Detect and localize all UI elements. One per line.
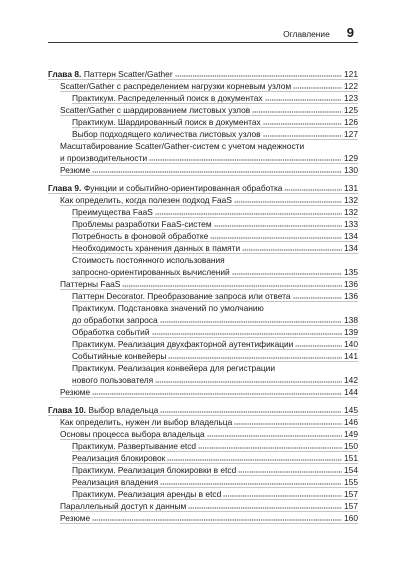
subsection-entry [72, 92, 358, 104]
dot-leader [188, 507, 342, 509]
dot-leader [263, 135, 342, 137]
chapter-title: Выбор владельца [88, 405, 159, 415]
page-number: 136 [344, 279, 358, 289]
entry-title: Паттерн Decorator. Преобразование запроса или ответа [72, 291, 291, 301]
section-entry [60, 386, 358, 398]
entry-title: Событийные конвейеры [72, 351, 167, 361]
subsection-entry [72, 476, 358, 488]
entry-title: Реализация блокировок [72, 453, 166, 463]
entry-line [60, 194, 358, 206]
dot-leader [207, 435, 342, 437]
entry-line [72, 314, 358, 326]
chapter-block [48, 404, 358, 524]
page-number: 126 [344, 117, 358, 127]
page-number: 157 [344, 489, 358, 499]
entry-line [60, 512, 358, 524]
entry-line [72, 230, 358, 242]
entry-line [72, 116, 358, 128]
dot-leader [293, 87, 342, 89]
subsection-entry [72, 230, 358, 242]
entry-title: Практикум. Распределенный поиск в документах [72, 93, 263, 103]
dot-leader [210, 237, 342, 239]
chapter-entry [48, 404, 358, 416]
entry-title: Практикум. Реализация двухфакторной аутентификации [72, 339, 294, 349]
entry-line [72, 254, 358, 266]
dot-leader [92, 393, 342, 395]
entry-line [60, 500, 358, 512]
page-number: 131 [344, 183, 358, 193]
page-number: 139 [344, 327, 358, 337]
section-entry [60, 416, 358, 428]
page-number: 138 [344, 315, 358, 325]
dot-leader [295, 345, 342, 347]
entry-line [72, 92, 358, 104]
chapter-block [48, 68, 358, 176]
page-number: 133 [344, 219, 358, 229]
entry-title: Масштабирование Scatter/Gather-систем с учетом надежности [60, 141, 305, 151]
entry-line [72, 128, 358, 140]
page-number: 155 [344, 477, 358, 487]
page-number: 130 [344, 165, 358, 175]
page-number: 142 [344, 375, 358, 385]
page-number: 141 [344, 351, 358, 361]
subsection-entry [72, 326, 358, 338]
entry-title: Преимущества FaaS [72, 207, 153, 217]
dot-leader [152, 333, 343, 335]
section-entry [60, 164, 358, 176]
entry-title: Выбор подходящего количества листовых узлов [72, 129, 261, 139]
page-number: 125 [344, 105, 358, 115]
entry-line [60, 104, 358, 116]
dot-leader [122, 285, 342, 287]
section-entry [60, 140, 358, 164]
subsection-entry [72, 452, 358, 464]
page-number: 134 [344, 231, 358, 241]
page-number: 157 [344, 501, 358, 511]
dot-leader [92, 519, 342, 521]
entry-line [72, 452, 358, 464]
subsection-entry [72, 302, 358, 326]
subsection-entry [72, 116, 358, 128]
entry-line [72, 326, 358, 338]
chapter-title: Паттерн Scatter/Gather [83, 69, 173, 79]
dot-leader [92, 171, 342, 173]
entry-title: Паттерны FaaS [60, 279, 121, 289]
entry-title: Как определить, нужен ли выбор владельца [60, 417, 233, 427]
entry-title: Как определить, когда полезен подход FaaS [60, 195, 232, 205]
page-number: 160 [344, 513, 358, 523]
entry-title: Scatter/Gather с шардированием листовых узлов [60, 105, 251, 115]
dot-leader [284, 189, 342, 191]
page-number: 122 [344, 81, 358, 91]
entry-line [72, 302, 358, 314]
dot-leader [263, 123, 342, 125]
page-number: 134 [344, 243, 358, 253]
entry-line [60, 386, 358, 398]
page-number-header: 9 [346, 25, 354, 40]
entry-title: Резюме [60, 165, 91, 175]
entry-title: Практикум. Реализация аренды в etcd [72, 489, 222, 499]
entry-title: запросно-ориентированных вычислений [72, 267, 230, 277]
dot-leader [160, 411, 342, 413]
dot-leader [293, 297, 342, 299]
entry-line [72, 242, 358, 254]
entry-title: Резюме [60, 387, 91, 397]
dot-leader [242, 249, 342, 251]
entry-title: нового пользователя [72, 375, 154, 385]
entry-line [48, 68, 358, 80]
subsection-entry [72, 362, 358, 386]
dot-leader [265, 99, 342, 101]
chapter-label: Глава 9. [48, 183, 82, 193]
entry-title: Практикум. Реализация конвейера для регистрации [72, 363, 276, 373]
dot-leader [155, 213, 342, 215]
page-number: 150 [344, 441, 358, 451]
entry-title: Потребность в фоновой обработке [72, 231, 209, 241]
page-number: 129 [344, 153, 358, 163]
entry-line [60, 80, 358, 92]
subsection-entry [72, 242, 358, 254]
chapter-entry [48, 182, 358, 194]
dot-leader [238, 471, 342, 473]
entry-line [72, 206, 358, 218]
dot-leader [160, 321, 342, 323]
section-entry [60, 500, 358, 512]
page-header [48, 25, 358, 43]
entry-line [72, 350, 358, 362]
entry-title: Реализация владения [72, 477, 159, 487]
section-entry [60, 278, 358, 290]
page-number: 132 [344, 195, 358, 205]
entry-line [60, 152, 358, 164]
page-number: 121 [344, 69, 358, 79]
entry-title: и производительности [60, 153, 148, 163]
entry-line [72, 338, 358, 350]
entry-title: Scatter/Gather с распределением нагрузки корневым узлом [60, 81, 292, 91]
page-number: 135 [344, 267, 358, 277]
dot-leader [155, 381, 342, 383]
entry-title: Практикум. Шардированный поиск в документах [72, 117, 261, 127]
entry-line [72, 476, 358, 488]
entry-line [72, 464, 358, 476]
subsection-entry [72, 440, 358, 452]
chapter-entry [48, 68, 358, 80]
entry-line [60, 164, 358, 176]
entry-title: до обработки запроса [72, 315, 158, 325]
page-number: 140 [344, 339, 358, 349]
dot-leader [234, 423, 342, 425]
chapter-label: Глава 8. [48, 69, 82, 79]
subsection-entry [72, 338, 358, 350]
dot-leader [160, 483, 342, 485]
section-entry [60, 428, 358, 440]
dot-leader [232, 273, 342, 275]
entry-line [60, 278, 358, 290]
entry-line [60, 140, 358, 152]
section-entry [60, 80, 358, 92]
page-number: 127 [344, 129, 358, 139]
section-entry [60, 104, 358, 116]
running-title: Оглавление [283, 29, 330, 39]
dot-leader [252, 111, 342, 113]
page-number: 132 [344, 207, 358, 217]
page-number: 144 [344, 387, 358, 397]
dot-leader [234, 201, 342, 203]
page-number: 145 [344, 405, 358, 415]
entry-line [72, 290, 358, 302]
entry-title: Необходимость хранения данных в памяти [72, 243, 241, 253]
page-number: 146 [344, 417, 358, 427]
entry-title: Практикум. Развертывание etcd [72, 441, 197, 451]
entry-title: Практикум. Подстановка значений по умолчанию [72, 303, 264, 313]
page-number: 136 [344, 291, 358, 301]
section-entry [60, 194, 358, 206]
dot-leader [167, 459, 342, 461]
entry-title: Обработка событий [72, 327, 150, 337]
entry-line [60, 428, 358, 440]
page-number: 154 [344, 465, 358, 475]
dot-leader [149, 159, 342, 161]
subsection-entry [72, 218, 358, 230]
entry-title: Параллельный доступ к данным [60, 501, 187, 511]
page-number: 149 [344, 429, 358, 439]
entry-line [72, 488, 358, 500]
subsection-entry [72, 206, 358, 218]
subsection-entry [72, 464, 358, 476]
subsection-entry [72, 290, 358, 302]
dot-leader [175, 75, 342, 77]
entry-line [72, 362, 358, 374]
entry-title: Основы процесса выбора владельца [60, 429, 205, 439]
entry-title: Резюме [60, 513, 91, 523]
section-entry [60, 512, 358, 524]
entry-line [72, 266, 358, 278]
dot-leader [198, 447, 342, 449]
entry-line [60, 416, 358, 428]
subsection-entry [72, 254, 358, 278]
table-of-contents [48, 68, 358, 524]
dot-leader [223, 495, 342, 497]
dot-leader [214, 225, 342, 227]
chapter-label: Глава 10. [48, 405, 86, 415]
chapter-title: Функции и событийно-ориентированная обработка [83, 183, 283, 193]
entry-line [48, 404, 358, 416]
entry-line [48, 182, 358, 194]
entry-title: Проблемы разработки FaaS-систем [72, 219, 212, 229]
entry-line [72, 218, 358, 230]
entry-line [72, 440, 358, 452]
entry-title: Стоимость постоянного использования [72, 255, 225, 265]
entry-line [72, 374, 358, 386]
page-number: 123 [344, 93, 358, 103]
dot-leader [168, 357, 342, 359]
page-number: 151 [344, 453, 358, 463]
subsection-entry [72, 488, 358, 500]
chapter-block [48, 182, 358, 398]
subsection-entry [72, 128, 358, 140]
entry-title: Практикум. Реализация блокировки в etcd [72, 465, 237, 475]
subsection-entry [72, 350, 358, 362]
